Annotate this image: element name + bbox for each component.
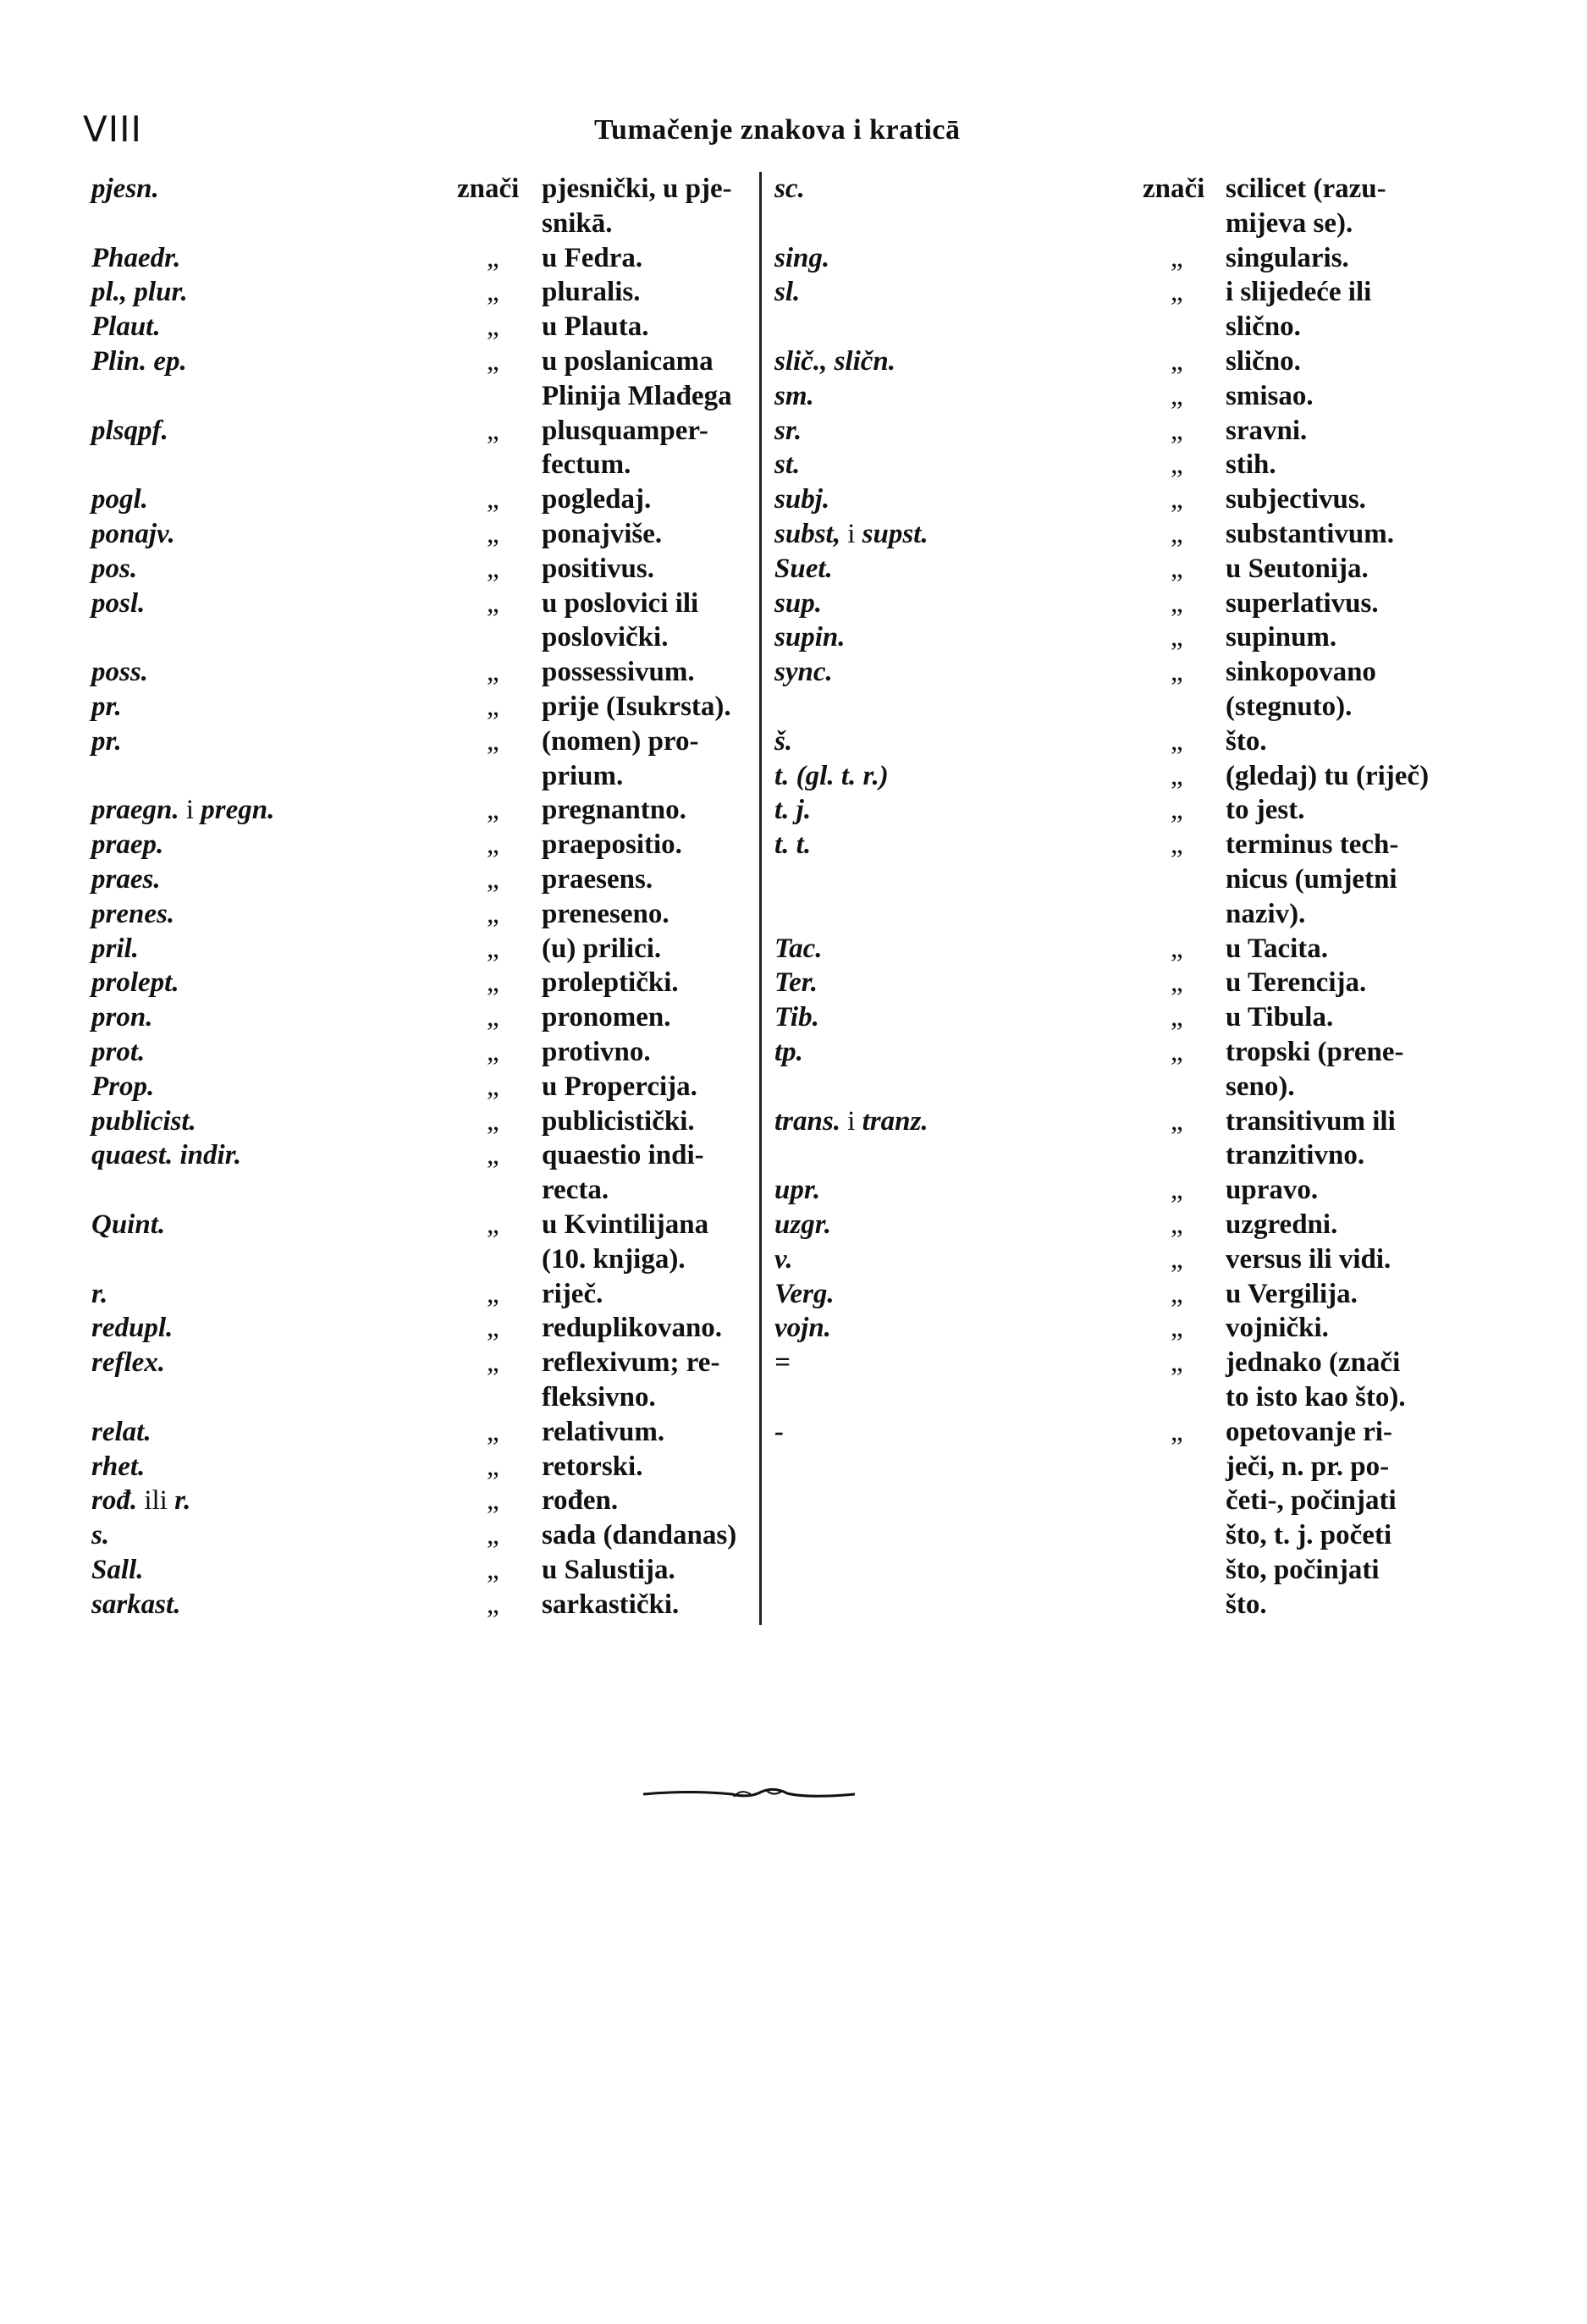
- ditto-mark: „: [487, 1313, 499, 1344]
- entry-description: naziv).: [1226, 898, 1306, 929]
- abbreviation-text: tp.: [774, 1037, 803, 1067]
- abbreviation-text: pl., plur.: [91, 277, 188, 308]
- abbreviation-text: quaest. indir.: [91, 1140, 241, 1171]
- entry-description: proleptički.: [542, 967, 679, 999]
- ditto-mark: „: [1171, 933, 1183, 964]
- entry-abbreviation: [91, 1311, 173, 1345]
- entry-abbreviation: [91, 897, 174, 931]
- abbreviation-text: t. (gl. t. r.): [774, 760, 889, 791]
- entry-abbreviation: [774, 275, 800, 309]
- entry-abbreviation: [774, 587, 822, 620]
- ditto-mark: „: [487, 553, 499, 584]
- abbreviation-text: redupl.: [91, 1313, 174, 1344]
- abbreviation-text: sup.: [774, 587, 822, 619]
- ditto-mark: „: [487, 1589, 499, 1620]
- entry-description: što, počinjati: [1226, 1555, 1380, 1585]
- entry-abbreviation: [91, 310, 161, 344]
- entry-description: (10. knjiga).: [542, 1243, 686, 1275]
- entry-description: ponajviše.: [542, 519, 663, 549]
- entry-abbreviation: [774, 759, 889, 793]
- ditto-mark: „: [487, 864, 499, 895]
- entry-abbreviation: [774, 482, 829, 516]
- meaning-word: znači: [457, 173, 520, 204]
- ditto-mark: „: [1171, 242, 1183, 273]
- ditto-mark: „: [487, 1347, 499, 1379]
- entry-description: u Kvintilijana: [542, 1209, 709, 1240]
- abbreviation-text: sm.: [774, 380, 814, 411]
- abbreviation-text: plsqpf.: [91, 415, 168, 446]
- abbreviation-text: -: [774, 1416, 784, 1447]
- entry-abbreviation: [91, 1553, 143, 1587]
- abbreviation-text: Tib.: [774, 1002, 819, 1033]
- ditto-mark: „: [487, 1209, 499, 1240]
- entry-description: slično.: [1226, 311, 1301, 343]
- abbreviation-text: trans.: [774, 1105, 840, 1137]
- abbreviation-text: uzgr.: [774, 1209, 831, 1240]
- abbreviation-text: rođ.: [91, 1485, 138, 1517]
- entry-description: plusquamper-: [542, 415, 708, 446]
- abbreviation-text: supst.: [862, 519, 929, 549]
- entry-abbreviation: [774, 1208, 831, 1242]
- abbreviation-text: Plaut.: [91, 311, 161, 343]
- entry-description: riječ.: [542, 1278, 603, 1309]
- ditto-mark: „: [1171, 829, 1183, 861]
- entry-description: quaestio indi-: [542, 1140, 704, 1171]
- entry-description: relativum.: [542, 1416, 665, 1447]
- entry-description: u Terencija.: [1226, 967, 1367, 999]
- entry-description: positivus.: [542, 553, 654, 584]
- entry-abbreviation: [774, 517, 929, 551]
- ditto-mark: „: [487, 1140, 499, 1171]
- abbreviation-text: š.: [774, 725, 793, 757]
- abbreviation-text: st.: [774, 449, 801, 481]
- running-header: Tumačenje znakova i kraticā: [594, 114, 961, 146]
- ditto-mark: „: [1171, 1002, 1183, 1033]
- entry-abbreviation: [91, 241, 180, 275]
- entry-abbreviation: [91, 552, 137, 586]
- entry-description: Plinija Mlađega: [542, 380, 732, 411]
- abbreviation-text: supin.: [774, 622, 846, 653]
- entry-description: opetovanje ri-: [1226, 1416, 1393, 1447]
- entry-abbreviation: [774, 344, 895, 378]
- entry-description: fleksivno.: [542, 1382, 656, 1413]
- ditto-mark: „: [1171, 1278, 1183, 1309]
- entry-abbreviation: [91, 1208, 165, 1242]
- entry-description: recta.: [542, 1175, 609, 1206]
- entry-abbreviation: [91, 517, 175, 551]
- entry-description: rođen.: [542, 1485, 619, 1517]
- entry-description: pluralis.: [542, 277, 641, 308]
- ditto-mark: „: [487, 898, 499, 929]
- entry-description: što.: [1226, 1589, 1267, 1620]
- abbreviation-text: Prop.: [91, 1071, 155, 1102]
- abbreviation-text: upr.: [774, 1175, 821, 1206]
- entry-description: u poslovici ili: [542, 587, 699, 619]
- entry-abbreviation: [91, 1138, 241, 1172]
- entry-description: jednako (znači: [1226, 1347, 1401, 1379]
- entry-description: ječi, n. pr. po-: [1226, 1451, 1390, 1482]
- abbreviation-text: Tac.: [774, 933, 823, 964]
- ditto-mark: „: [1171, 1209, 1183, 1240]
- entry-abbreviation: [91, 275, 188, 309]
- entry-description: transitivum ili: [1226, 1105, 1396, 1137]
- entry-abbreviation: [91, 482, 148, 516]
- entry-description: reduplikovano.: [542, 1313, 723, 1344]
- ditto-mark: „: [1171, 622, 1183, 653]
- entry-abbreviation: [774, 932, 823, 966]
- entry-description: fectum.: [542, 449, 631, 481]
- entry-abbreviation: [91, 1450, 145, 1484]
- abbreviation-text: pjesn.: [91, 173, 159, 204]
- abbreviation-text: reflex.: [91, 1347, 166, 1379]
- entry-description: smisao.: [1226, 380, 1314, 411]
- entry-abbreviation: [774, 1277, 835, 1311]
- entry-abbreviation: [774, 793, 811, 827]
- ditto-mark: „: [487, 657, 499, 688]
- entry-abbreviation: [91, 172, 159, 206]
- ditto-mark: „: [1171, 1243, 1183, 1275]
- abbreviation-text: Verg.: [774, 1278, 835, 1309]
- entry-abbreviation: [774, 1035, 803, 1069]
- abbreviation-text: v.: [774, 1243, 793, 1275]
- entry-abbreviation: [774, 828, 811, 862]
- abbreviation-text: Plin. ep.: [91, 346, 187, 377]
- entry-description: i slijedeće ili: [1226, 277, 1372, 308]
- entry-abbreviation: [774, 448, 800, 482]
- ditto-mark: „: [1171, 1347, 1183, 1379]
- entry-description: četi-, počinjati: [1226, 1485, 1397, 1517]
- abbreviation-text: pril.: [91, 933, 139, 964]
- page-number: VIII: [83, 108, 142, 150]
- abbreviation-text: Suet.: [774, 553, 833, 584]
- abbreviation-text: Quint.: [91, 1209, 166, 1240]
- entry-abbreviation: [91, 1588, 180, 1622]
- entry-description: što, t. j. početi: [1226, 1520, 1392, 1551]
- entry-abbreviation: [91, 1277, 107, 1311]
- abbreviation-connector: i: [179, 795, 201, 826]
- entry-abbreviation: [774, 966, 818, 1000]
- ditto-mark: „: [1171, 967, 1183, 999]
- entry-description: poslovički.: [542, 622, 669, 653]
- entry-abbreviation: [774, 1415, 784, 1449]
- entry-description: versus ili vidi.: [1226, 1243, 1391, 1275]
- abbreviation-text: vojn.: [774, 1313, 831, 1344]
- abbreviation-text: praegn.: [91, 795, 179, 826]
- abbreviation-text: prenes.: [91, 898, 175, 929]
- entry-abbreviation: [774, 414, 802, 448]
- entry-abbreviation: [91, 793, 274, 827]
- ditto-mark: „: [487, 415, 499, 446]
- entry-abbreviation: [91, 1415, 152, 1449]
- abbreviation-text: =: [774, 1347, 791, 1379]
- entry-abbreviation: [91, 862, 161, 896]
- abbreviation-text: r.: [174, 1485, 191, 1517]
- entry-abbreviation: [774, 552, 833, 586]
- abbreviation-connector: ili: [137, 1485, 175, 1517]
- entry-description: snikā.: [542, 207, 613, 239]
- entry-abbreviation: [774, 379, 814, 413]
- ditto-mark: „: [1171, 1105, 1183, 1137]
- entry-description: uzgredni.: [1226, 1209, 1338, 1240]
- ditto-mark: „: [487, 795, 499, 826]
- entry-description: praesens.: [542, 864, 653, 895]
- entry-description: sarkastički.: [542, 1589, 680, 1620]
- entry-description: vojnički.: [1226, 1313, 1329, 1344]
- entry-abbreviation: [91, 344, 187, 378]
- ditto-mark: „: [487, 277, 499, 308]
- ditto-mark: „: [487, 1451, 499, 1482]
- entry-abbreviation: [91, 1518, 109, 1552]
- abbreviation-text: praes.: [91, 864, 161, 895]
- ditto-mark: „: [487, 311, 499, 343]
- entry-description: pjesnički, u pje-: [542, 173, 732, 204]
- entry-description: prije (Isukrsta).: [542, 691, 731, 722]
- ditto-mark: „: [1171, 1037, 1183, 1067]
- abbreviation-connector: i: [840, 1105, 862, 1137]
- entry-abbreviation: [774, 1173, 820, 1207]
- entry-description: preneseno.: [542, 898, 670, 929]
- entry-abbreviation: [91, 655, 148, 689]
- abbreviation-text: relat.: [91, 1416, 152, 1447]
- entry-description: publicistički.: [542, 1105, 695, 1137]
- ditto-mark: „: [1171, 1313, 1183, 1344]
- ditto-mark: „: [487, 1520, 499, 1551]
- entry-abbreviation: [91, 1000, 152, 1034]
- entry-description: slično.: [1226, 346, 1301, 377]
- ditto-mark: „: [487, 1485, 499, 1517]
- entry-abbreviation: [774, 172, 805, 206]
- entry-description: (u) prilici.: [542, 933, 662, 964]
- ditto-mark: „: [1171, 277, 1183, 308]
- entry-description: scilicet (razu-: [1226, 173, 1386, 204]
- ditto-mark: „: [1171, 519, 1183, 549]
- entry-description: to jest.: [1226, 795, 1305, 826]
- abbreviation-text: t. t.: [774, 829, 812, 861]
- end-ornament: [639, 1782, 859, 1807]
- abbreviation-text: subst,: [774, 519, 840, 549]
- entry-description: seno).: [1226, 1071, 1295, 1102]
- entry-description: tropski (prene-: [1226, 1037, 1404, 1067]
- entry-abbreviation: [91, 1484, 190, 1517]
- entry-description: u Vergilija.: [1226, 1278, 1358, 1309]
- abbreviation-text: s.: [91, 1520, 110, 1551]
- entry-description: upravo.: [1226, 1175, 1319, 1206]
- abbreviation-text: sarkast.: [91, 1589, 181, 1620]
- entry-description: (stegnuto).: [1226, 691, 1353, 722]
- abbreviation-text: ponajv.: [91, 519, 175, 549]
- abbreviation-text: t. j.: [774, 795, 812, 826]
- entry-description: substantivum.: [1226, 519, 1394, 549]
- abbreviation-text: r.: [91, 1278, 108, 1309]
- entry-description: possessivum.: [542, 657, 695, 688]
- ditto-mark: „: [487, 346, 499, 377]
- abbreviation-text: Phaedr.: [91, 242, 181, 273]
- column-divider: [759, 172, 762, 1625]
- ditto-mark: „: [487, 1037, 499, 1067]
- ditto-mark: „: [487, 829, 499, 861]
- entry-abbreviation: [774, 1242, 793, 1276]
- entry-description: (gledaj) tu (riječ): [1226, 760, 1430, 791]
- ditto-mark: „: [487, 519, 499, 549]
- ditto-mark: „: [1171, 346, 1183, 377]
- ditto-mark: „: [487, 242, 499, 273]
- ditto-mark: „: [1171, 1416, 1183, 1447]
- entry-description: u Plauta.: [542, 311, 649, 343]
- abbreviation-text: poss.: [91, 657, 148, 688]
- abbreviation-text: pr.: [91, 691, 122, 722]
- entry-description: praepositio.: [542, 829, 682, 861]
- entry-description: u Seutonija.: [1226, 553, 1369, 584]
- entry-description: sinkopovano: [1226, 657, 1376, 688]
- entry-description: protivno.: [542, 1037, 651, 1067]
- abbreviation-text: pron.: [91, 1002, 153, 1033]
- ditto-mark: „: [487, 1278, 499, 1309]
- abbreviation-text: prot.: [91, 1037, 146, 1067]
- ditto-mark: „: [1171, 380, 1183, 411]
- abbreviation-connector: i: [840, 519, 862, 549]
- ditto-mark: „: [487, 1002, 499, 1033]
- entry-description: sravni.: [1226, 415, 1308, 446]
- abbreviation-text: sync.: [774, 657, 833, 688]
- abbreviation-text: sr.: [774, 415, 802, 446]
- abbreviation-text: tranz.: [862, 1105, 929, 1137]
- entry-description: retorski.: [542, 1451, 643, 1482]
- entry-description: pregnantno.: [542, 795, 686, 826]
- abbreviation-text: Ter.: [774, 967, 818, 999]
- ditto-mark: „: [1171, 725, 1183, 757]
- abbreviation-text: pr.: [91, 725, 122, 757]
- entry-description: to isto kao što).: [1226, 1382, 1406, 1413]
- entry-description: pogledaj.: [542, 484, 652, 515]
- abbreviation-text: Sall.: [91, 1555, 144, 1585]
- ditto-mark: „: [487, 587, 499, 619]
- entry-description: reflexivum; re-: [542, 1347, 720, 1379]
- ditto-mark: „: [1171, 553, 1183, 584]
- entry-abbreviation: [91, 724, 122, 758]
- abbreviation-text: rhet.: [91, 1451, 146, 1482]
- ditto-mark: „: [1171, 587, 1183, 619]
- entry-description: u Tibula.: [1226, 1002, 1334, 1033]
- entry-abbreviation: [774, 1000, 819, 1034]
- ditto-mark: „: [487, 1416, 499, 1447]
- entry-description: sada (dandanas): [542, 1520, 737, 1551]
- abbreviation-text: subj.: [774, 484, 830, 515]
- entry-description: u Propercija.: [542, 1071, 697, 1102]
- abbreviation-text: posl.: [91, 587, 146, 619]
- entry-abbreviation: [774, 620, 845, 654]
- entry-abbreviation: [774, 1104, 929, 1138]
- entry-abbreviation: [91, 1104, 196, 1138]
- abbreviation-text: sl.: [774, 277, 801, 308]
- entry-abbreviation: [91, 690, 122, 724]
- entry-description: superlativus.: [1226, 587, 1379, 619]
- ditto-mark: „: [487, 691, 499, 722]
- entry-abbreviation: [91, 932, 139, 966]
- ditto-mark: „: [487, 1105, 499, 1137]
- abbreviation-text: prolept.: [91, 967, 179, 999]
- abbreviation-text: sing.: [774, 242, 830, 273]
- entry-abbreviation: [91, 828, 163, 862]
- ditto-mark: „: [487, 1555, 499, 1585]
- entry-abbreviation: [774, 655, 833, 689]
- entry-description: prium.: [542, 760, 624, 791]
- ditto-mark: „: [487, 1071, 499, 1102]
- entry-abbreviation: [91, 587, 145, 620]
- entry-description: supinum.: [1226, 622, 1337, 653]
- entry-abbreviation: [774, 724, 792, 758]
- abbreviation-text: pogl.: [91, 484, 148, 515]
- entry-description: (nomen) pro-: [542, 725, 699, 757]
- entry-description: u Tacita.: [1226, 933, 1329, 964]
- entry-abbreviation: [774, 1311, 831, 1345]
- entry-description: mijeva se).: [1226, 207, 1353, 239]
- ditto-mark: „: [1171, 1175, 1183, 1206]
- abbreviation-text: praep.: [91, 829, 164, 861]
- entry-description: terminus tech-: [1226, 829, 1399, 861]
- abbreviation-text: sc.: [774, 173, 805, 204]
- abbreviation-text: publicist.: [91, 1105, 196, 1137]
- entry-abbreviation: [91, 966, 179, 1000]
- entry-abbreviation: [774, 1346, 791, 1380]
- entry-abbreviation: [91, 1070, 154, 1104]
- abbreviation-text: pos.: [91, 553, 138, 584]
- ditto-mark: „: [1171, 415, 1183, 446]
- entry-description: u poslanicama: [542, 346, 714, 377]
- entry-description: subjectivus.: [1226, 484, 1366, 515]
- ditto-mark: „: [1171, 795, 1183, 826]
- entry-description: u Salustija.: [542, 1555, 675, 1585]
- ditto-mark: „: [487, 967, 499, 999]
- ditto-mark: „: [487, 933, 499, 964]
- entry-abbreviation: [774, 241, 829, 275]
- entry-description: singularis.: [1226, 242, 1349, 273]
- entry-description: tranzitivno.: [1226, 1140, 1365, 1171]
- abbreviation-text: slič., sličn.: [774, 346, 896, 377]
- ditto-mark: „: [1171, 760, 1183, 791]
- entry-description: pronomen.: [542, 1002, 671, 1033]
- entry-abbreviation: [91, 414, 168, 448]
- entry-description: u Fedra.: [542, 242, 643, 273]
- ditto-mark: „: [487, 484, 499, 515]
- meaning-word: znači: [1143, 173, 1205, 204]
- entry-abbreviation: [91, 1346, 165, 1380]
- entry-description: nicus (umjetni: [1226, 864, 1397, 895]
- ditto-mark: „: [1171, 484, 1183, 515]
- abbreviation-text: pregn.: [201, 795, 275, 826]
- ditto-mark: „: [1171, 449, 1183, 481]
- entry-abbreviation: [91, 1035, 145, 1069]
- entry-description: što.: [1226, 725, 1267, 757]
- ditto-mark: „: [487, 725, 499, 757]
- entry-description: stih.: [1226, 449, 1276, 481]
- ditto-mark: „: [1171, 657, 1183, 688]
